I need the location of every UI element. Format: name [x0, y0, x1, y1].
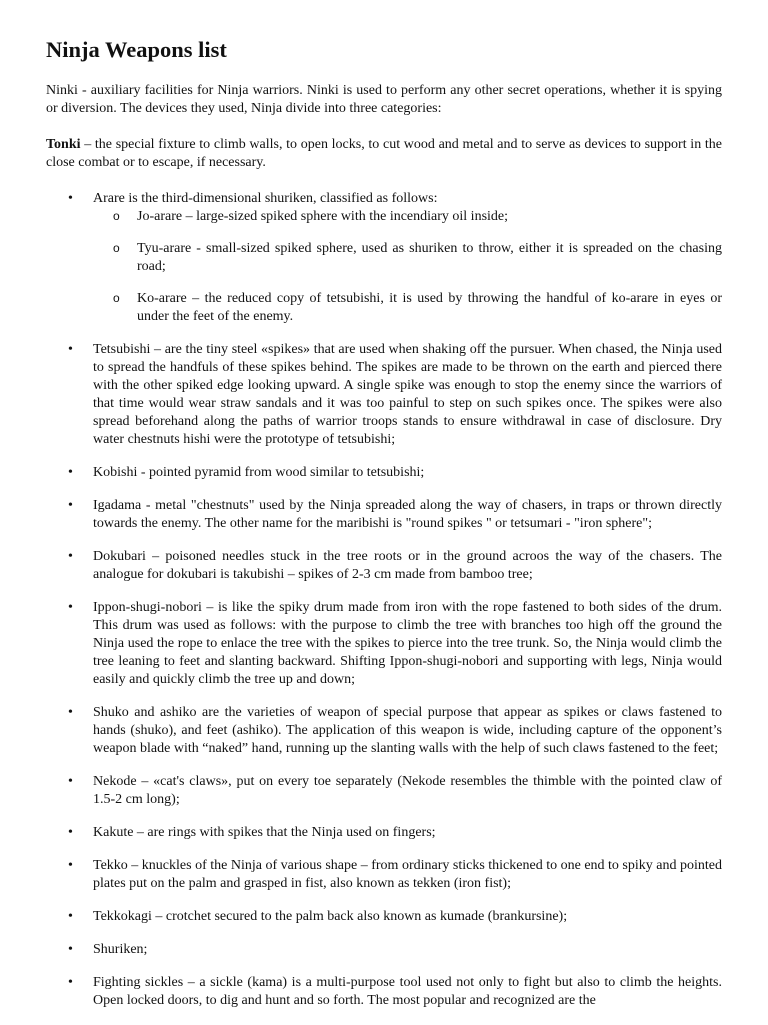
list-item: • Tekko – knuckles of the Ninja of various shape – from ordinary sticks thickened to one end to spiky and pointed plates put on the palm and grasped in fist, also known as tekken (iron fist);	[46, 857, 722, 893]
page-title: Ninja Weapons list	[46, 37, 227, 62]
tonki-text: – the special fixture to climb walls, to open locks, to cut wood and metal and to serve as devices to support in the close combat or to escape, if necessary.	[46, 137, 722, 170]
list-item: • Tetsubishi – are the tiny steel «spikes» that are used when shaking off the pursuer. When chased, the Ninja used to spread the handfuls of these spikes behind. The spikes are made to be thrown on the earth and pierced there with the other spiked edge looking upward. A single spike was enough to stop the enemy since the warriors of that time would wear straw sandals and it was too painful to step on such spikes once. The spikes were also spread beforehand along the paths of warrior troops stands to ensure withdrawal in case of disclosure. Dry water chestnuts hishi were the prototype of tetsubishi;	[46, 341, 722, 449]
list-item: • Igadama - metal "chestnuts" used by the Ninja spreaded along the way of chasers, in traps or thrown directly towards the enemy. The other name for the maribishi is "round spikes " or tetsumari - "iron sphere";	[46, 497, 722, 533]
list-item	[46, 190, 722, 326]
list-item: • Shuko and ashiko are the varieties of weapon of special purpose that appear as spikes or claws fastened to hands (shuko), and feet (ashiko). The application of this weapon is wide, including capture of the opponent’s weapon blade with “naked” hand, running up the slanting walls with the help of such claws fastened to the feet;	[46, 704, 722, 758]
list-item: • Tekkokagi – crotchet secured to the palm back also known as kumade (brankursine);	[46, 908, 722, 926]
list-item: • Kakute – are rings with spikes that the Ninja used on fingers;	[46, 824, 722, 842]
sub-list-item: o Tyu-arare - small-sized spiked sphere, used as shuriken to throw, either it is spreaded on the chasing road;	[91, 240, 722, 276]
list-item: • Dokubari – poisoned needles stuck in the tree roots or in the ground acroos the way of the chasers. The analogue for dokubari is takubishi – spikes of 2-3 cm made from bamboo tree;	[46, 548, 722, 584]
document-page	[46, 36, 722, 1025]
sub-list-item: o Ko-arare – the reduced copy of tetsubishi, it is used by throwing the handful of ko-arare in eyes or under the feet of the enemy.	[91, 290, 722, 326]
list-item: • Fighting sickles – a sickle (kama) is a multi-purpose tool used not only to fight but also to climb the heights. Open locked doors, to dig and hunt and so forth. The most popular and recognized are the	[46, 974, 722, 1010]
list-item: • Nekode – «cat's claws», put on every toe separately (Nekode resembles the thimble with the pointed claw of 1.5-2 cm long);	[46, 773, 722, 809]
arare-sublist	[93, 208, 722, 326]
tonki-term: Tonki	[46, 137, 81, 152]
weapons-list	[46, 190, 722, 1010]
list-item: • Ippon-shugi-nobori – is like the spiky drum made from iron with the rope fastened to both sides of the drum. This drum was used as follows: with the purpose to climb the tree with branches too high off the ground the Ninja used the rope to enlace the tree with the spikes to pierce into the tree trunk. So, the Ninja would climb the tree leaning to feet and slanting backward. Shifting Ippon-shugi-nobori and supporting with legs, Ninja would easily and quickly climb the tree up and down;	[46, 599, 722, 689]
sub-list-item: o Jo-arare – large-sized spiked sphere with the incendiary oil inside;	[91, 208, 722, 226]
list-item: • Shuriken;	[46, 941, 722, 959]
intro-paragraph: Ninki - auxiliary facilities for Ninja warriors. Ninki is used to perform any other secret operations, whether it is spying or diversion. The devices they used, Ninja divide into three categories:	[46, 83, 722, 116]
list-item: • Kobishi - pointed pyramid from wood similar to tetsubishi;	[46, 464, 722, 482]
tonki-paragraph	[46, 136, 722, 172]
list-item-text: Arare is the third-dimensional shuriken, classified as follows:	[93, 191, 438, 206]
